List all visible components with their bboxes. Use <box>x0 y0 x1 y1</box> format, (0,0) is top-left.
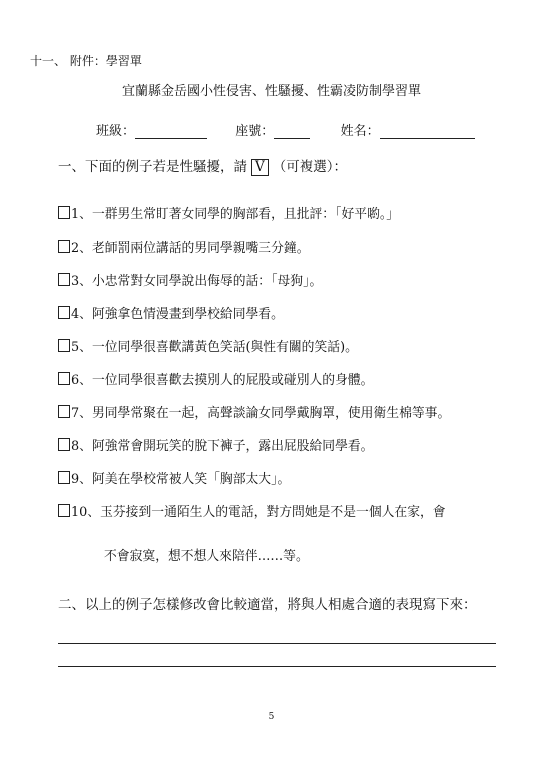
name-blank[interactable] <box>380 125 475 139</box>
list-item <box>58 336 358 355</box>
item-text: 4、阿強拿色情漫畫到學校給同學看。 <box>71 307 284 322</box>
item-text: 1、一群男生常盯著女同學的胸部看，且批評：「好平喲。」 <box>71 207 400 222</box>
class-blank[interactable] <box>135 125 207 139</box>
item-10-continuation: 不會寂寞，想不想人來陪伴……等。 <box>104 549 309 564</box>
list-item <box>58 468 290 487</box>
item-checkbox[interactable] <box>58 206 70 219</box>
item-checkbox[interactable] <box>58 438 70 451</box>
question-1-suffix: （可複選）： <box>272 159 347 175</box>
seat-number-blank[interactable] <box>274 125 310 139</box>
list-item <box>58 303 284 322</box>
page-number: 5 <box>268 712 275 722</box>
item-text: 7、男同學常聚在一起，高聲談論女同學戴胸罩，使用衛生棉等事。 <box>71 406 451 421</box>
item-text: 10、玉芬接到一通陌生人的電話，對方問她是不是一個人在家，會 <box>71 505 446 520</box>
class-label: 班級： <box>96 124 136 139</box>
item-text: 8、阿強常會開玩笑的脫下褲子，露出屁股給同學看。 <box>71 439 374 454</box>
question-2: 二、以上的例子怎樣修改會比較適當，將與人相處合適的表現寫下來： <box>58 597 477 613</box>
student-info-row <box>96 120 475 139</box>
item-checkbox[interactable] <box>58 306 70 319</box>
item-checkbox[interactable] <box>58 273 70 286</box>
answer-line[interactable] <box>58 643 496 644</box>
check-mark-box: V <box>251 159 269 176</box>
seat-number-label: 座號： <box>235 124 275 139</box>
item-checkbox[interactable] <box>58 339 70 352</box>
question-1 <box>58 155 347 176</box>
list-item <box>58 270 322 289</box>
item-checkbox[interactable] <box>58 240 70 253</box>
answer-line[interactable] <box>58 666 496 667</box>
list-item <box>58 369 373 388</box>
item-text: 5、一位同學很喜歡講黃色笑話(與性有關的笑話)。 <box>71 340 358 355</box>
list-item <box>58 435 373 454</box>
item-text: 3、小忠常對女同學說出侮辱的話：「母狗」。 <box>71 274 323 289</box>
item-checkbox[interactable] <box>58 471 70 484</box>
item-text: 2、老師罰兩位講話的男同學親嘴三分鐘。 <box>71 241 310 256</box>
list-item <box>58 501 446 520</box>
item-text: 6、一位同學很喜歡去摸別人的屁股或碰別人的身體。 <box>71 373 374 388</box>
document-title: 宜蘭縣金岳國小性侵害、性騷擾、性霸凌防制學習單 <box>121 84 421 99</box>
item-checkbox[interactable] <box>58 372 70 385</box>
name-label: 姓名： <box>340 124 380 139</box>
section-heading: 十一、 附件：學習單 <box>30 54 142 68</box>
item-text: 9、阿美在學校常被人笑「胸部太大」。 <box>71 472 291 487</box>
item-checkbox[interactable] <box>58 405 70 418</box>
list-item <box>58 237 310 256</box>
question-1-prefix: 一、下面的例子若是性騷擾，請 <box>58 159 247 175</box>
list-item <box>58 402 450 421</box>
list-item <box>58 203 399 222</box>
item-checkbox[interactable] <box>58 504 70 517</box>
